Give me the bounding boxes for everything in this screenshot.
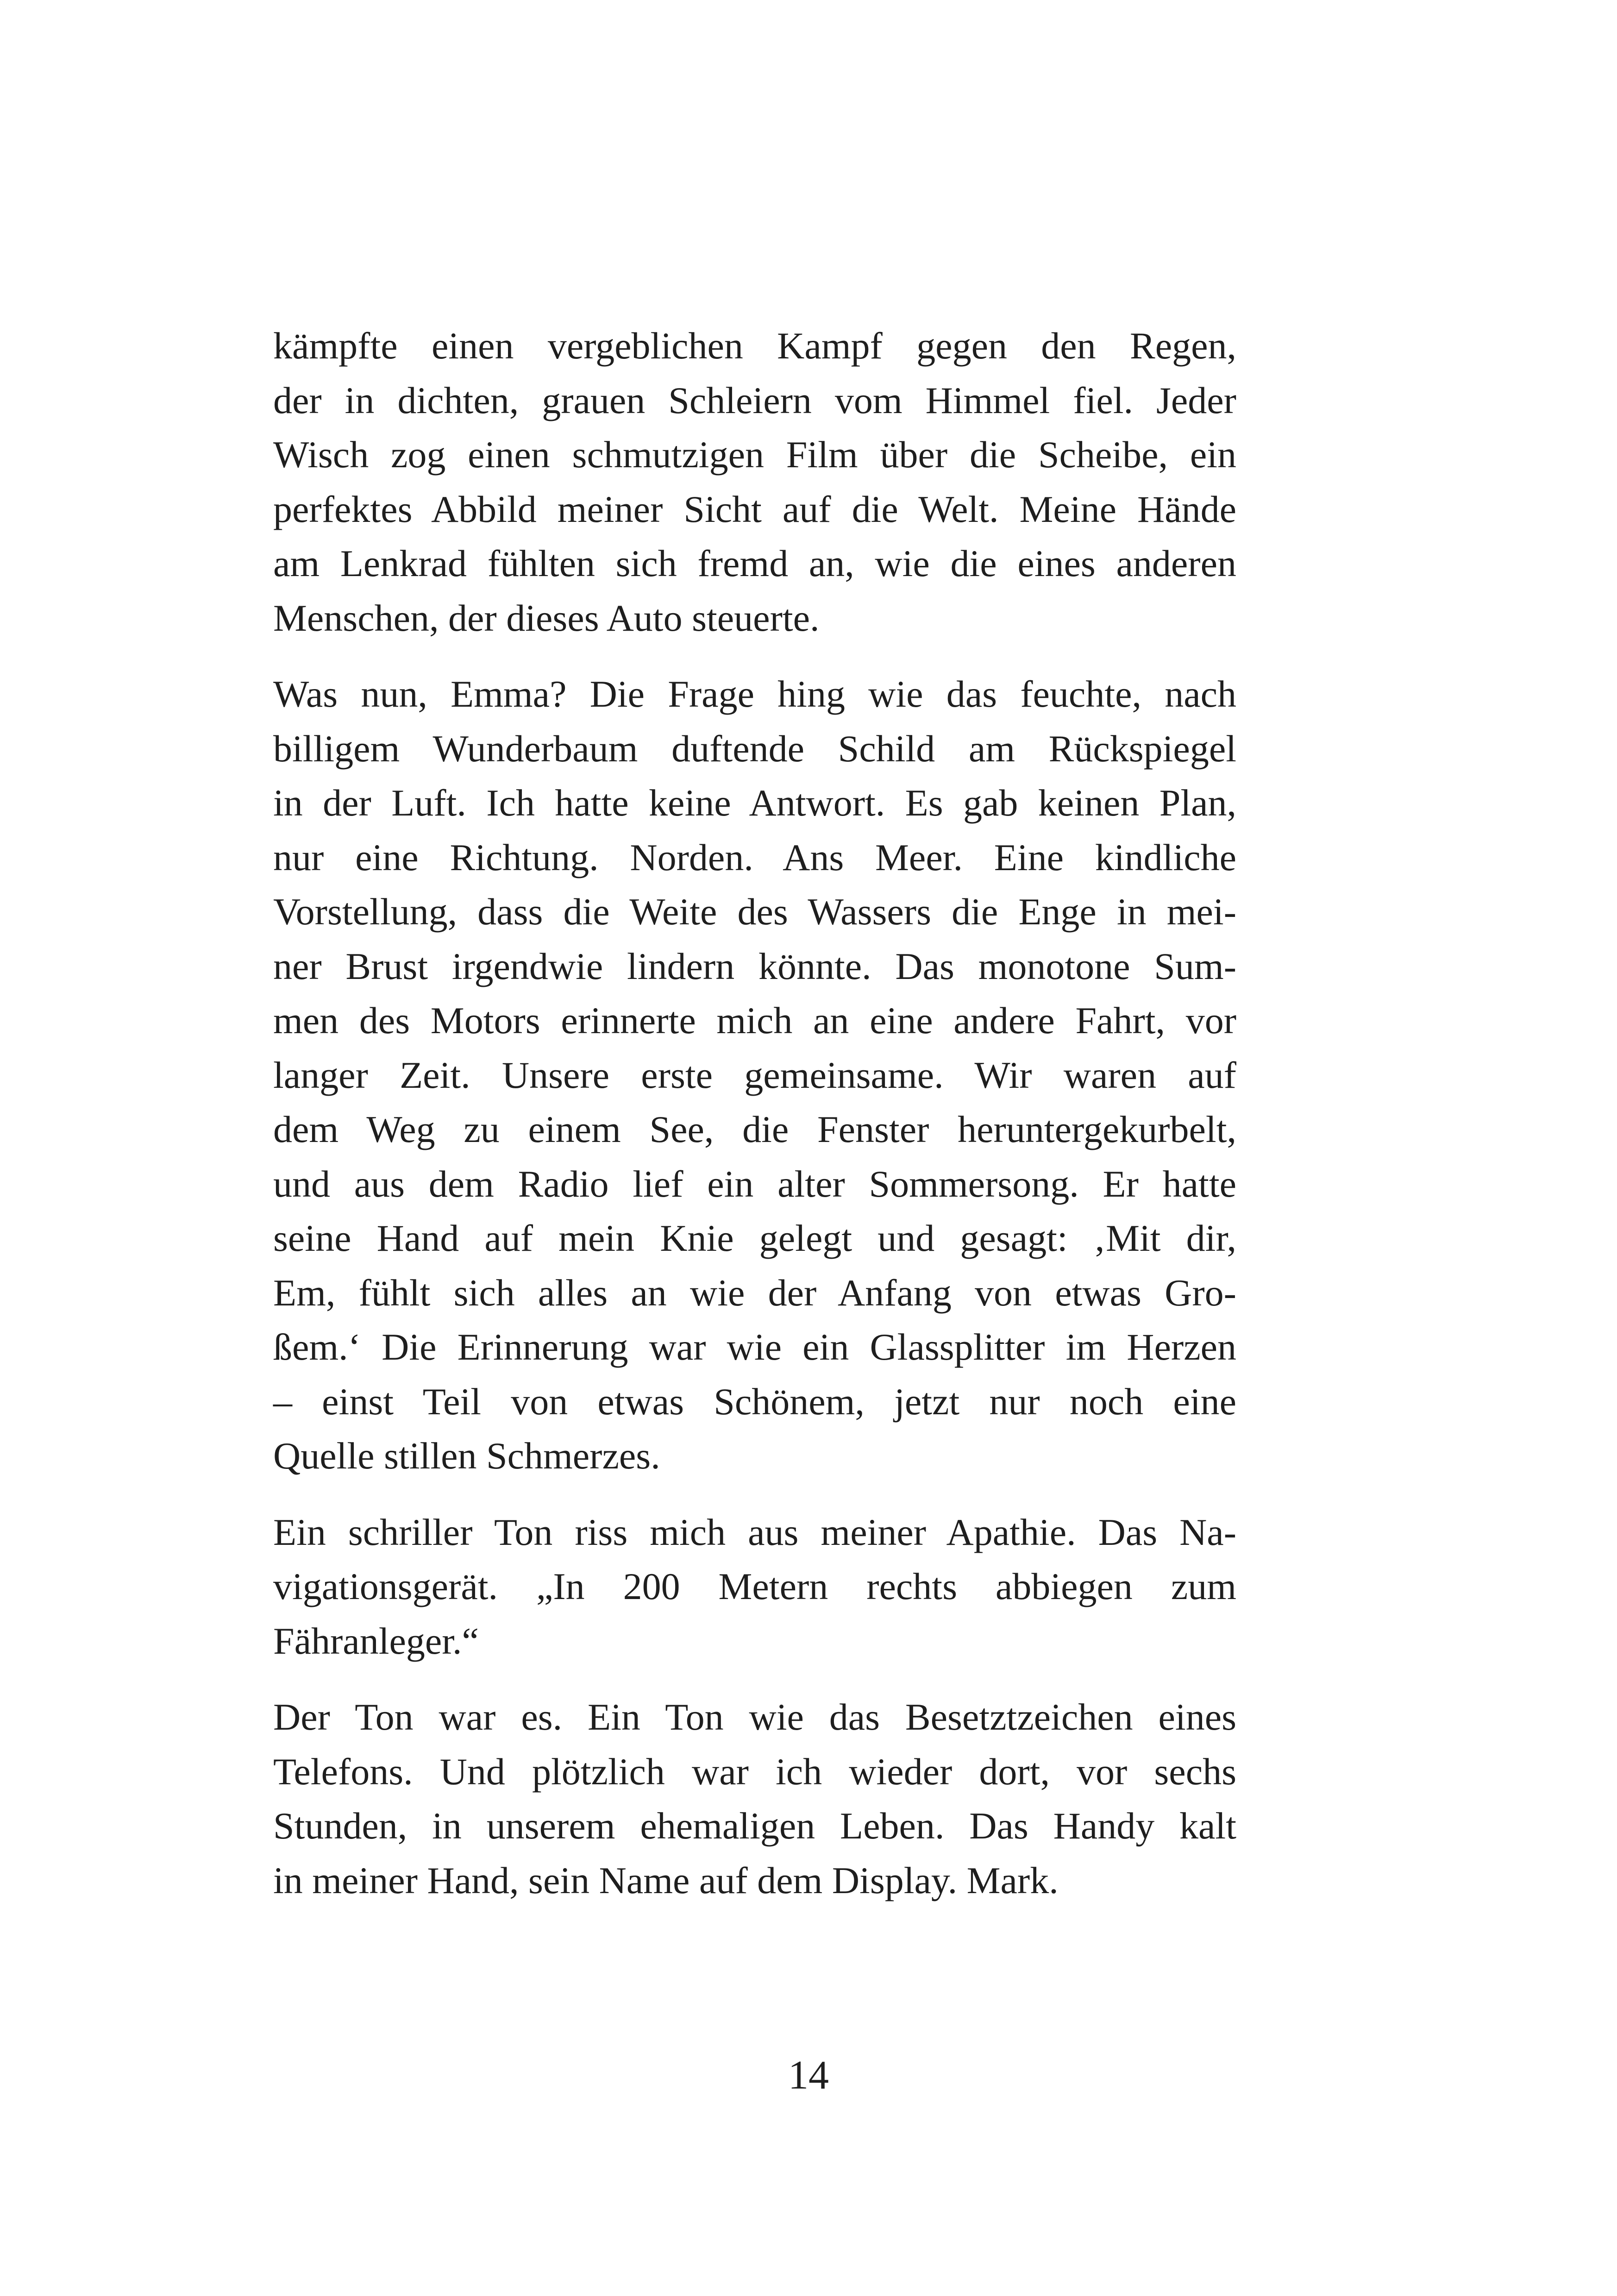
text-line: in der Luft. Ich hatte keine Antwort. Es gab keinen Plan, xyxy=(273,782,1236,824)
text-line: der in dichten, grauen Schleiern vom Himmel fiel. Jeder xyxy=(273,379,1236,421)
text-line: ner Brust irgendwie lindern könnte. Das monotone Sum- xyxy=(273,945,1236,987)
text-line: Em, fühlt sich alles an wie der Anfang von etwas Gro- xyxy=(273,1271,1236,1314)
text-line: ßem.‘ Die Erinnerung war wie ein Glassplitter im Herzen xyxy=(273,1326,1236,1368)
text-line: langer Zeit. Unsere erste gemeinsame. Wir waren auf xyxy=(273,1054,1236,1096)
text-line: kämpfte einen vergeblichen Kampf gegen den Regen, xyxy=(273,325,1236,367)
page-number: 14 xyxy=(788,2053,829,2098)
text-line: Stunden, in unserem ehemaligen Leben. Das Handy kalt xyxy=(273,1805,1236,1847)
paragraph xyxy=(273,667,1236,1483)
text-line: Ein schriller Ton riss mich aus meiner Apathie. Das Na- xyxy=(273,1511,1236,1553)
text-line: – einst Teil von etwas Schönem, jetzt nur noch eine xyxy=(273,1380,1236,1423)
text-line: billigem Wunderbaum duftende Schild am Rückspiegel xyxy=(273,727,1236,770)
text-line: Quelle stillen Schmerzes. xyxy=(273,1435,660,1477)
text-line: vigationsgerät. „In 200 Metern rechts abbiegen zum xyxy=(273,1565,1236,1607)
text-line: Vorstellung, dass die Weite des Wassers die Enge in mei- xyxy=(273,891,1236,933)
body-text xyxy=(273,319,1236,1907)
text-line: am Lenkrad fühlten sich fremd an, wie die eines anderen xyxy=(273,542,1236,584)
paragraph xyxy=(273,319,1236,645)
text-line: Der Ton war es. Ein Ton wie das Besetztzeichen eines xyxy=(273,1696,1236,1738)
text-line: nur eine Richtung. Norden. Ans Meer. Eine kindliche xyxy=(273,836,1236,878)
text-line: seine Hand auf mein Knie gelegt und gesagt: ‚Mit dir, xyxy=(273,1217,1236,1259)
text-line: Telefons. Und plötzlich war ich wieder dort, vor sechs xyxy=(273,1750,1236,1793)
text-line: Fähranleger.“ xyxy=(273,1619,479,1662)
paragraph xyxy=(273,1505,1236,1669)
paragraph xyxy=(273,1690,1236,1907)
text-line: Wisch zog einen schmutzigen Film über die Scheibe, ein xyxy=(273,433,1236,476)
text-line: und aus dem Radio lief ein alter Sommersong. Er hatte xyxy=(273,1162,1236,1205)
text-line: Menschen, der dieses Auto steuerte. xyxy=(273,596,820,639)
text-line: dem Weg zu einem See, die Fenster heruntergekurbelt, xyxy=(273,1108,1236,1150)
text-line: Was nun, Emma? Die Frage hing wie das feuchte, nach xyxy=(273,673,1236,715)
text-line: perfektes Abbild meiner Sicht auf die Welt. Meine Hände xyxy=(273,488,1236,530)
text-line: men des Motors erinnerte mich an eine andere Fahrt, vor xyxy=(273,999,1236,1041)
text-line: in meiner Hand, sein Name auf dem Display. Mark. xyxy=(273,1859,1059,1901)
